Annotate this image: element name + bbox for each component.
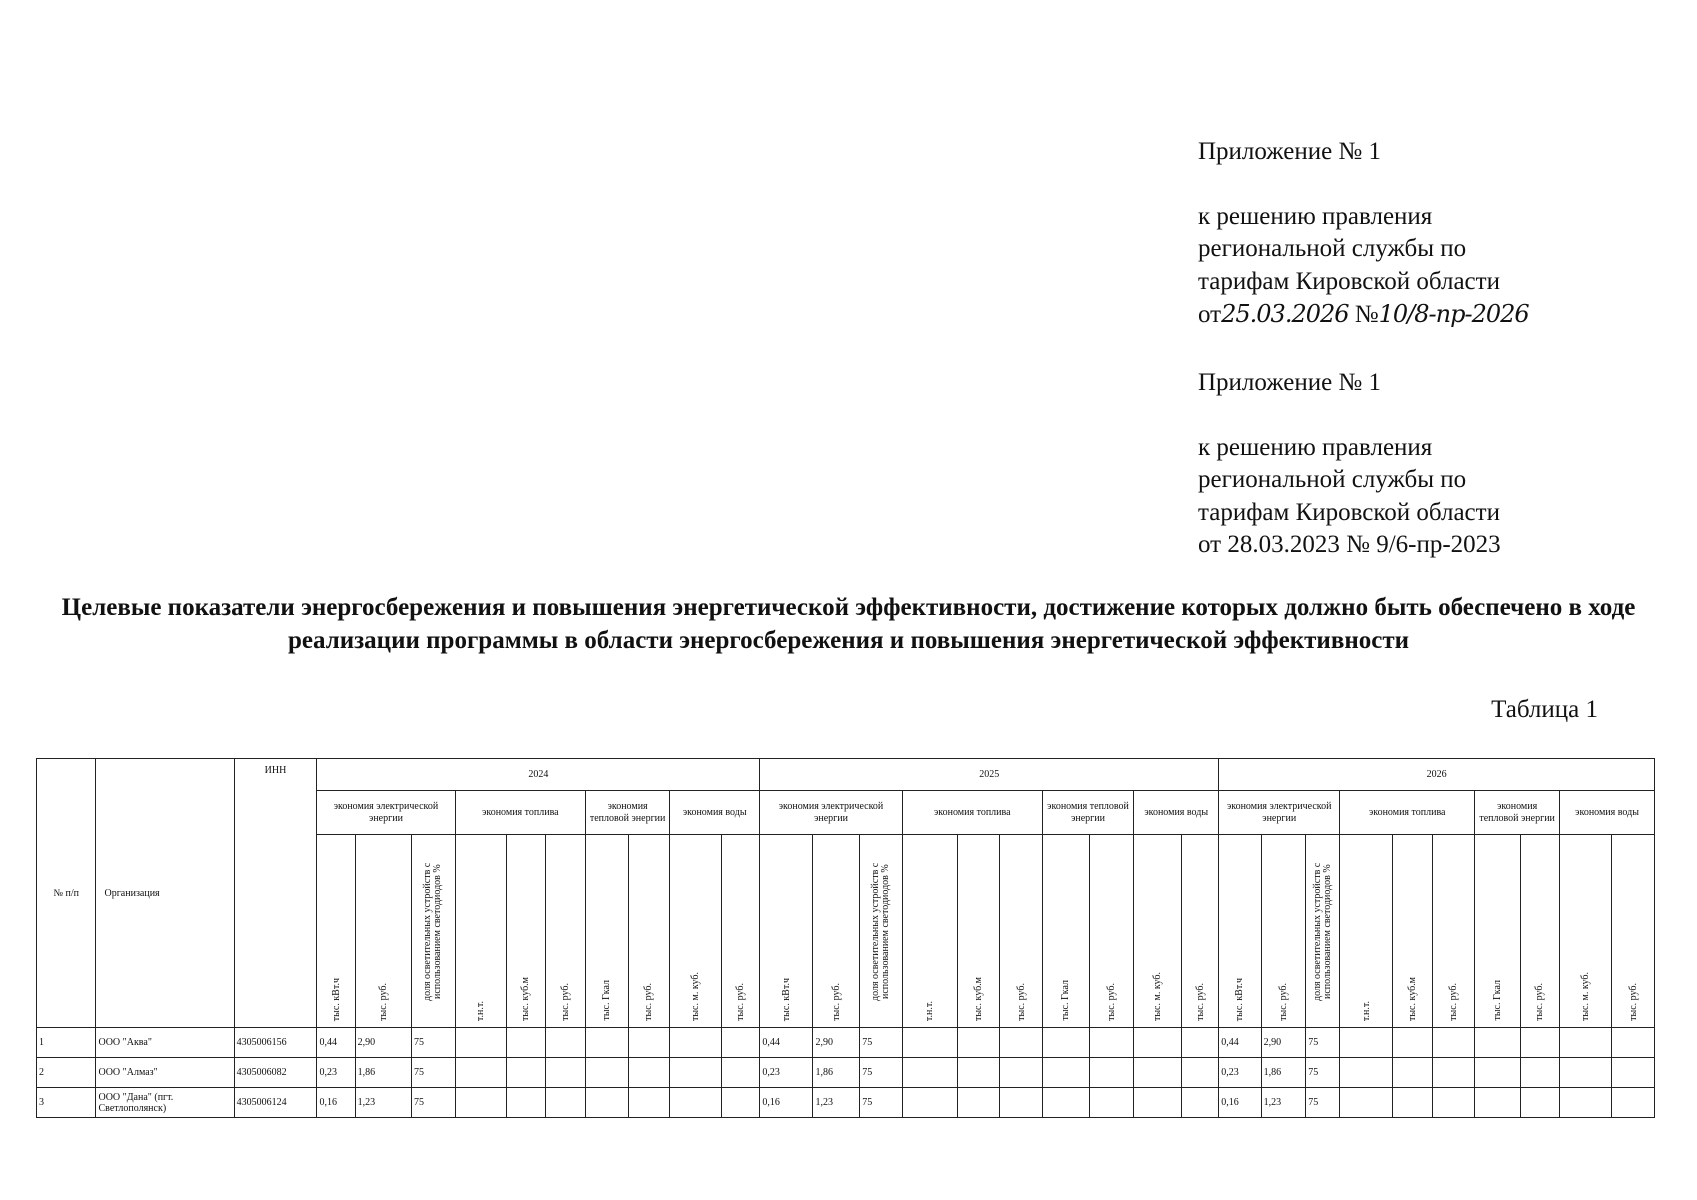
col-inn-header: ИНН xyxy=(234,759,317,1028)
empty-cell xyxy=(455,1088,506,1118)
group-header-fuel: экономия топлива xyxy=(1340,791,1475,835)
unit-header-gcal xyxy=(586,835,628,1028)
unit-label: тыс. руб. xyxy=(1534,983,1546,1021)
empty-cell xyxy=(1432,1058,1474,1088)
empty-cell xyxy=(1520,1028,1559,1058)
empty-cell xyxy=(1612,1028,1655,1058)
empty-cell xyxy=(1000,1058,1042,1088)
empty-cell xyxy=(722,1058,760,1088)
value-cell: 75 xyxy=(1306,1028,1340,1058)
group-header-electric-long: экономия электрической энергии xyxy=(760,791,902,835)
row-number-cell: 3 xyxy=(37,1088,96,1118)
empty-cell xyxy=(1612,1088,1655,1118)
value-cell: 0,44 xyxy=(760,1028,813,1058)
unit-header-m3 xyxy=(1393,835,1432,1028)
year-header: 2026 xyxy=(1219,759,1655,791)
year-header-row xyxy=(37,759,1655,791)
appendix-old-line2: к решению правления xyxy=(1198,433,1433,461)
appendix-old-line5: от 28.03.2023 № 9/6-пр-2023 xyxy=(1198,531,1501,558)
empty-cell xyxy=(1182,1088,1219,1118)
value-cell: 0,16 xyxy=(317,1088,355,1118)
unit-header-rub xyxy=(1520,835,1559,1028)
unit-label: доля осветительных устройств с использованием светодиодов % xyxy=(422,862,444,1002)
value-cell: 0,23 xyxy=(760,1058,813,1088)
unit-label: т.н.т. xyxy=(924,1000,936,1021)
unit-label: тыс. м. куб. xyxy=(1152,971,1164,1021)
empty-cell xyxy=(1560,1088,1612,1118)
appendix-new xyxy=(1198,136,1529,332)
col-org-header: Организация xyxy=(96,759,234,1028)
unit-header-water-m3 xyxy=(670,835,722,1028)
empty-cell xyxy=(1393,1028,1432,1058)
unit-label: тыс. м. куб. xyxy=(1580,971,1592,1021)
unit-label: тыс. руб. xyxy=(377,983,389,1021)
empty-cell xyxy=(586,1058,628,1088)
empty-cell xyxy=(506,1088,545,1118)
unit-header-led xyxy=(411,835,455,1028)
empty-cell xyxy=(1340,1028,1393,1058)
empty-cell xyxy=(1475,1028,1521,1058)
unit-header-led xyxy=(860,835,902,1028)
empty-cell xyxy=(1089,1028,1134,1058)
col-num-header: № п/п xyxy=(37,759,96,1028)
empty-cell xyxy=(1182,1058,1219,1088)
unit-label: тыс. кВт.ч xyxy=(1234,977,1246,1021)
from-prefix: от xyxy=(1198,301,1222,328)
appendix-old-line3: региональной службы по xyxy=(1198,466,1467,493)
unit-header-kwh xyxy=(760,835,813,1028)
unit-header-rub xyxy=(1182,835,1219,1028)
value-cell: 75 xyxy=(411,1028,455,1058)
empty-cell xyxy=(670,1028,722,1058)
value-cell: 75 xyxy=(860,1028,902,1058)
empty-cell xyxy=(1089,1058,1134,1088)
value-cell: 1,23 xyxy=(813,1088,860,1118)
value-cell: 0,16 xyxy=(1219,1088,1261,1118)
empty-cell xyxy=(455,1058,506,1088)
empty-cell xyxy=(506,1058,545,1088)
group-header-fuel: экономия топлива xyxy=(902,791,1042,835)
empty-cell xyxy=(957,1028,999,1058)
document-title: Целевые показатели энергосбережения и повышения энергетической эффективности, достижение которых должно быть обеспечено в ходе реализации программы в области энергосбережения и повышения энергетической эффективности xyxy=(61,594,1636,654)
empty-cell xyxy=(722,1028,760,1058)
appendix-new-line4: тарифам Кировской области xyxy=(1198,267,1500,295)
unit-label: тыс. Гкал xyxy=(601,980,613,1021)
appendix-new-line2: к решению правления xyxy=(1198,202,1433,230)
unit-header-rub xyxy=(1261,835,1306,1028)
unit-header-gcal xyxy=(1475,835,1521,1028)
unit-header-water-m3 xyxy=(1560,835,1612,1028)
table-row xyxy=(37,1088,1655,1118)
table-row xyxy=(37,1058,1655,1088)
handwritten-number: 10/8-пр-2026 xyxy=(1378,300,1529,328)
appendix-old xyxy=(1198,367,1501,562)
value-cell: 75 xyxy=(1306,1058,1340,1088)
empty-cell xyxy=(1475,1088,1521,1118)
value-cell: 1,23 xyxy=(1261,1088,1306,1118)
unit-label: тыс. руб. xyxy=(735,983,747,1021)
unit-label: доля осветительных устройств с использованием светодиодов % xyxy=(1311,862,1333,1002)
unit-header-m3 xyxy=(957,835,999,1028)
unit-header-rub xyxy=(1000,835,1042,1028)
inn-cell: 4305006082 xyxy=(234,1058,317,1088)
unit-header-kwh xyxy=(317,835,355,1028)
unit-label: тыс. куб.м xyxy=(1407,976,1419,1021)
appendix-old-heading: Приложение № 1 xyxy=(1198,369,1382,396)
empty-cell xyxy=(957,1088,999,1118)
inn-cell: 4305006124 xyxy=(234,1088,317,1118)
unit-label: тыс. руб. xyxy=(830,983,842,1021)
unit-header-rub xyxy=(1432,835,1474,1028)
empty-cell xyxy=(1042,1058,1089,1088)
unit-header-water-m3 xyxy=(1134,835,1182,1028)
unit-header-kwh xyxy=(1219,835,1261,1028)
targets-table xyxy=(36,758,1655,1118)
table-body xyxy=(37,1028,1655,1118)
value-cell: 1,86 xyxy=(1261,1058,1306,1088)
empty-cell xyxy=(670,1058,722,1088)
value-cell: 75 xyxy=(1306,1088,1340,1118)
empty-cell xyxy=(1560,1058,1612,1088)
empty-cell xyxy=(1134,1088,1182,1118)
unit-header-rub xyxy=(628,835,669,1028)
value-cell: 1,86 xyxy=(813,1058,860,1088)
empty-cell xyxy=(1000,1088,1042,1118)
empty-cell xyxy=(1432,1028,1474,1058)
empty-cell xyxy=(1393,1058,1432,1088)
unit-header-rub xyxy=(355,835,411,1028)
empty-cell xyxy=(586,1088,628,1118)
unit-label: тыс. руб. xyxy=(1105,983,1117,1021)
empty-cell xyxy=(902,1058,957,1088)
row-number-cell: 2 xyxy=(37,1058,96,1088)
empty-cell xyxy=(1182,1028,1219,1058)
unit-label: доля осветительных устройств с использованием светодиодов % xyxy=(869,862,891,1002)
empty-cell xyxy=(1340,1058,1393,1088)
value-cell: 0,44 xyxy=(317,1028,355,1058)
unit-header-rub xyxy=(813,835,860,1028)
table-row xyxy=(37,1028,1655,1058)
year-header: 2024 xyxy=(317,759,760,791)
value-cell: 2,90 xyxy=(355,1028,411,1058)
unit-label: тыс. руб. xyxy=(559,983,571,1021)
unit-label: тыс. руб. xyxy=(1194,983,1206,1021)
empty-cell xyxy=(1612,1058,1655,1088)
value-cell: 1,23 xyxy=(355,1088,411,1118)
empty-cell xyxy=(1560,1028,1612,1058)
empty-cell xyxy=(506,1028,545,1058)
empty-cell xyxy=(1393,1088,1432,1118)
empty-cell xyxy=(545,1058,585,1088)
empty-cell xyxy=(1432,1088,1474,1118)
organization-cell: ООО "Аква" xyxy=(96,1028,234,1058)
group-header-water: экономия воды xyxy=(1560,791,1655,835)
value-cell: 2,90 xyxy=(813,1028,860,1058)
empty-cell xyxy=(722,1088,760,1118)
group-header-water: экономия воды xyxy=(1134,791,1219,835)
unit-label: тыс. кВт.ч xyxy=(780,977,792,1021)
empty-cell xyxy=(1134,1058,1182,1088)
empty-cell xyxy=(545,1028,585,1058)
value-cell: 0,23 xyxy=(317,1058,355,1088)
value-cell: 75 xyxy=(860,1088,902,1118)
empty-cell xyxy=(1475,1058,1521,1088)
value-cell: 75 xyxy=(411,1088,455,1118)
unit-header-rub xyxy=(1612,835,1655,1028)
unit-header-tnt xyxy=(1340,835,1393,1028)
unit-label: тыс. кВт.ч xyxy=(330,977,342,1021)
empty-cell xyxy=(545,1088,585,1118)
group-header-heat: экономия тепловой энергии xyxy=(1042,791,1133,835)
unit-label: тыс. куб.м xyxy=(520,976,532,1021)
value-cell: 0,16 xyxy=(760,1088,813,1118)
unit-label: тыс. Гкал xyxy=(1491,980,1503,1021)
empty-cell xyxy=(1340,1088,1393,1118)
value-cell: 75 xyxy=(860,1058,902,1088)
unit-header-gcal xyxy=(1042,835,1089,1028)
organization-cell: ООО "Алмаз" xyxy=(96,1058,234,1088)
unit-header-rub xyxy=(1089,835,1134,1028)
empty-cell xyxy=(1000,1028,1042,1058)
unit-header-tnt xyxy=(902,835,957,1028)
appendix-new-heading: Приложение № 1 xyxy=(1198,138,1382,165)
unit-label: тыс. руб. xyxy=(1277,983,1289,1021)
organization-cell: ООО "Дана" (пгт. Светлополянск) xyxy=(96,1088,234,1118)
unit-label: тыс. руб. xyxy=(1015,983,1027,1021)
empty-cell xyxy=(1089,1088,1134,1118)
group-header-fuel: экономия топлива xyxy=(455,791,586,835)
appendix-old-line4: тарифам Кировской области xyxy=(1198,498,1500,526)
value-cell: 1,86 xyxy=(355,1058,411,1088)
group-header-heat: экономия тепловой энергии xyxy=(586,791,670,835)
year-header: 2025 xyxy=(760,759,1219,791)
value-cell: 0,44 xyxy=(1219,1028,1261,1058)
empty-cell xyxy=(1042,1088,1089,1118)
empty-cell xyxy=(628,1028,669,1058)
unit-label: т.н.т. xyxy=(475,1000,486,1021)
empty-cell xyxy=(628,1058,669,1088)
unit-label: тыс. руб. xyxy=(1627,983,1639,1021)
group-header-electric-short: экономия электрической энергии xyxy=(317,791,455,835)
empty-cell xyxy=(902,1028,957,1058)
empty-cell xyxy=(1134,1028,1182,1058)
unit-header-tnt xyxy=(455,835,506,1028)
unit-label: тыс. куб.м xyxy=(973,976,985,1021)
empty-cell xyxy=(1520,1088,1559,1118)
value-cell: 2,90 xyxy=(1261,1028,1306,1058)
unit-header-rub xyxy=(545,835,585,1028)
empty-cell xyxy=(902,1088,957,1118)
unit-label: тыс. руб. xyxy=(643,983,655,1021)
unit-label: тыс. м. куб. xyxy=(690,971,702,1021)
empty-cell xyxy=(1520,1058,1559,1088)
number-prefix: № xyxy=(1354,301,1379,328)
unit-header-rub xyxy=(722,835,760,1028)
table-label: Таблица 1 xyxy=(1491,696,1598,723)
appendix-new-line3: региональной службы по xyxy=(1198,235,1467,262)
unit-label: тыс. руб. xyxy=(1447,983,1459,1021)
empty-cell xyxy=(586,1028,628,1058)
unit-label: т.н.т. xyxy=(1360,1000,1372,1021)
empty-cell xyxy=(1042,1028,1089,1058)
unit-label: тыс. Гкал xyxy=(1060,980,1072,1021)
unit-header-led xyxy=(1306,835,1340,1028)
unit-header-m3 xyxy=(506,835,545,1028)
empty-cell xyxy=(957,1058,999,1088)
row-number-cell: 1 xyxy=(37,1028,96,1058)
handwritten-date: 25.03.2026 xyxy=(1221,300,1349,328)
value-cell: 0,23 xyxy=(1219,1058,1261,1088)
appendix-new-date-line xyxy=(1198,298,1529,332)
empty-cell xyxy=(455,1028,506,1058)
empty-cell xyxy=(670,1088,722,1118)
group-header-heat: экономия тепловой энергии xyxy=(1475,791,1560,835)
value-cell: 75 xyxy=(411,1058,455,1088)
empty-cell xyxy=(628,1088,669,1118)
inn-cell: 4305006156 xyxy=(234,1028,317,1058)
group-header-electric-short: экономия электрической энергии xyxy=(1219,791,1340,835)
group-header-water: экономия воды xyxy=(670,791,760,835)
